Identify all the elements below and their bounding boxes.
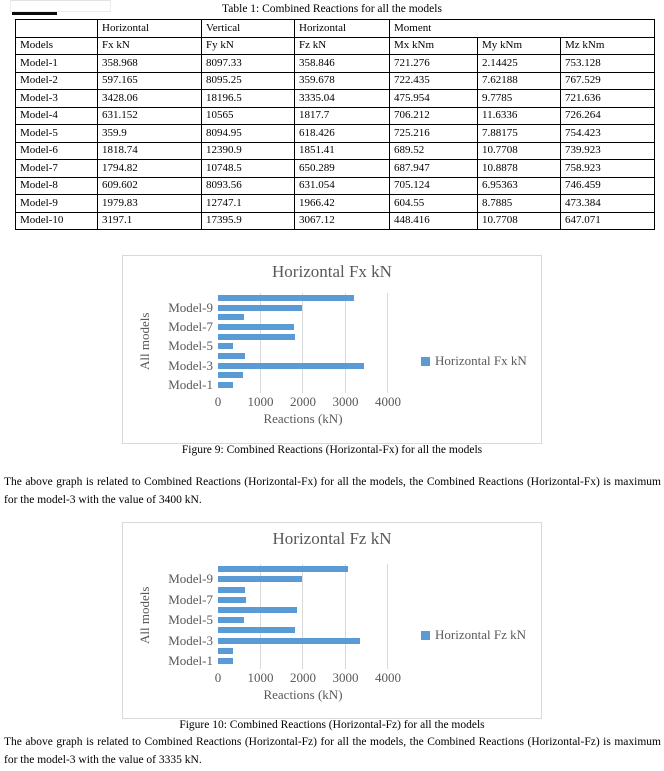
col-header-my: My kNm	[478, 37, 561, 55]
col-header-fy: Fy kN	[202, 37, 295, 55]
value-cell: 758.923	[561, 160, 655, 178]
bar-model-8	[218, 587, 245, 593]
bar-model-2	[218, 372, 243, 378]
model-cell: Model-1	[16, 55, 98, 73]
value-cell: 2.14425	[478, 55, 561, 73]
legend-swatch-icon	[421, 357, 430, 366]
bar-model-2	[218, 648, 233, 654]
value-cell: 721.636	[561, 90, 655, 108]
category-label: Model-9	[168, 571, 213, 587]
group-header-horizontal-fx: Horizontal	[98, 20, 202, 38]
value-cell: 739.923	[561, 142, 655, 160]
chart-title: Horizontal Fz kN	[272, 529, 392, 548]
value-cell: 604.55	[390, 195, 478, 213]
table-row	[16, 90, 655, 108]
value-cell: 8094.95	[202, 125, 295, 143]
model-cell: Model-5	[16, 125, 98, 143]
col-header-fx: Fx kN	[98, 37, 202, 55]
value-cell: 754.423	[561, 125, 655, 143]
x-tick-label: 3000	[332, 670, 359, 685]
paragraph-fz: The above graph is related to Combined Reactions (Horizontal-Fz) for all the models, the Combined Reactions (Horizontal-Fz) is maximum for the model-3 with the value of 3335 kN.	[4, 736, 661, 766]
figure-9-caption: Figure 9: Combined Reactions (Horizontal-Fx) for all the models	[181, 444, 483, 456]
value-cell: 12390.9	[202, 142, 295, 160]
x-tick-label: 4000	[375, 670, 401, 685]
col-header-fz: Fz kN	[295, 37, 390, 55]
legend	[421, 627, 526, 643]
x-tick-label: 0	[214, 394, 222, 409]
category-label: Model-7	[168, 318, 213, 334]
value-cell: 609.602	[98, 177, 202, 195]
bar-model-8	[218, 314, 244, 320]
bar-model-4	[218, 353, 245, 359]
value-cell: 8.7885	[478, 195, 561, 213]
bar-model-5	[218, 343, 233, 349]
col-header-mx: Mx kNm	[390, 37, 478, 55]
value-cell: 3335.04	[295, 90, 390, 108]
value-cell: 753.128	[561, 55, 655, 73]
table-row	[16, 177, 655, 195]
bar-model-9	[218, 305, 302, 311]
table-row	[16, 195, 655, 213]
value-cell: 1818.74	[98, 142, 202, 160]
bar-model-10	[218, 566, 348, 572]
gridline	[302, 564, 303, 669]
value-cell: 6.95363	[478, 177, 561, 195]
value-cell: 1851.41	[295, 142, 390, 160]
bar-model-3	[218, 363, 364, 369]
bar-model-1	[218, 658, 233, 664]
value-cell: 689.52	[390, 142, 478, 160]
table-row	[16, 142, 655, 160]
value-cell: 597.165	[98, 72, 202, 90]
x-tick-label: 0	[214, 670, 222, 685]
table-row	[16, 107, 655, 125]
value-cell: 1817.7	[295, 107, 390, 125]
reactions-table	[15, 19, 655, 230]
value-cell: 10.8878	[478, 160, 561, 178]
category-label: Model-1	[168, 377, 213, 393]
group-header-moment: Moment	[390, 20, 655, 38]
model-cell: Model-3	[16, 90, 98, 108]
value-cell: 3428.06	[98, 90, 202, 108]
value-cell: 647.071	[561, 212, 655, 230]
x-tick-label: 2000	[290, 670, 316, 685]
x-tick-label: 3000	[332, 394, 359, 409]
bar-model-9	[218, 576, 302, 582]
table-row	[16, 55, 655, 73]
value-cell: 7.62188	[478, 72, 561, 90]
value-cell: 358.968	[98, 55, 202, 73]
table-row	[16, 125, 655, 143]
value-cell: 9.7785	[478, 90, 561, 108]
value-cell: 11.6336	[478, 107, 561, 125]
category-label: Model-1	[168, 652, 213, 668]
value-cell: 726.264	[561, 107, 655, 125]
x-ticks	[214, 394, 401, 410]
category-label: Model-3	[168, 357, 213, 373]
table-row	[16, 212, 655, 230]
value-cell: 473.384	[561, 195, 655, 213]
value-cell: 1979.83	[98, 195, 202, 213]
legend-swatch-icon	[421, 631, 430, 640]
table-row	[16, 160, 655, 178]
legend	[421, 353, 527, 369]
chart-title: Horizontal Fx kN	[272, 262, 392, 281]
value-cell: 722.435	[390, 72, 478, 90]
value-cell: 10748.5	[202, 160, 295, 178]
value-cell: 705.124	[390, 177, 478, 195]
figure-10-chart	[122, 522, 542, 719]
value-cell: 746.459	[561, 177, 655, 195]
gridline	[302, 293, 303, 393]
plot-area	[218, 564, 388, 666]
value-cell: 7.88175	[478, 125, 561, 143]
model-cell: Model-9	[16, 195, 98, 213]
figure-9-chart	[122, 255, 542, 444]
group-header-vertical: Vertical	[202, 20, 295, 38]
table-body	[16, 55, 655, 230]
bar-model-7	[218, 324, 294, 330]
bar-model-6	[218, 607, 297, 613]
bar-model-4	[218, 627, 295, 633]
bar-model-10	[218, 295, 354, 301]
bar-model-7	[218, 597, 246, 603]
category-label: Model-5	[168, 612, 213, 628]
bar-model-3	[218, 638, 360, 644]
value-cell: 1794.82	[98, 160, 202, 178]
value-cell: 650.289	[295, 160, 390, 178]
gridline	[345, 293, 346, 393]
category-label: Model-7	[168, 591, 213, 607]
value-cell: 631.054	[295, 177, 390, 195]
bar-model-1	[218, 382, 233, 388]
model-cell: Model-6	[16, 142, 98, 160]
group-header-blank	[16, 20, 98, 38]
value-cell: 1966.42	[295, 195, 390, 213]
x-axis-title: Reactions (kN)	[263, 411, 343, 426]
value-cell: 725.216	[390, 125, 478, 143]
model-cell: Model-7	[16, 160, 98, 178]
bar-model-5	[218, 617, 244, 623]
gridline	[387, 564, 388, 669]
value-cell: 721.276	[390, 55, 478, 73]
figure-10-caption: Figure 10: Combined Reactions (Horizontal-Fz) for all the models	[179, 719, 485, 731]
x-tick-label: 2000	[290, 394, 316, 409]
value-cell: 706.212	[390, 107, 478, 125]
y-axis-title: All models	[137, 586, 152, 644]
value-cell: 358.846	[295, 55, 390, 73]
table-column-header-row	[16, 37, 655, 55]
legend-label: Horizontal Fz kN	[435, 627, 526, 643]
value-cell: 3067.12	[295, 212, 390, 230]
model-cell: Model-2	[16, 72, 98, 90]
group-header-horizontal-fz: Horizontal	[295, 20, 390, 38]
table-title: Table 1: Combined Reactions for all the models	[222, 3, 442, 15]
value-cell: 359.9	[98, 125, 202, 143]
table-row	[16, 72, 655, 90]
legend-label: Horizontal Fx kN	[435, 353, 527, 369]
value-cell: 618.426	[295, 125, 390, 143]
value-cell: 631.152	[98, 107, 202, 125]
plot-area	[218, 293, 388, 390]
y-axis-title: All models	[137, 312, 152, 371]
table-group-header-row	[16, 20, 655, 38]
category-label: Model-9	[168, 299, 213, 315]
value-cell: 8097.33	[202, 55, 295, 73]
model-cell: Model-8	[16, 177, 98, 195]
paragraph-fx: The above graph is related to Combined Reactions (Horizontal-Fx) for all the models, the Combined Reactions (Horizontal-Fx) is maximum for the model-3 with the value of 3400 kN.	[4, 476, 661, 506]
value-cell: 12747.1	[202, 195, 295, 213]
model-cell: Model-4	[16, 107, 98, 125]
category-label: Model-3	[168, 632, 213, 648]
value-cell: 17395.9	[202, 212, 295, 230]
col-header-models: Models	[16, 37, 98, 55]
x-axis-title: Reactions (kN)	[263, 687, 343, 702]
value-cell: 687.947	[390, 160, 478, 178]
value-cell: 767.529	[561, 72, 655, 90]
value-cell: 10.7708	[478, 142, 561, 160]
x-tick-label: 1000	[247, 394, 274, 409]
value-cell: 8095.25	[202, 72, 295, 90]
value-cell: 10565	[202, 107, 295, 125]
x-tick-label: 4000	[375, 394, 401, 409]
value-cell: 3197.1	[98, 212, 202, 230]
value-cell: 18196.5	[202, 90, 295, 108]
gridline	[387, 293, 388, 393]
value-cell: 8093.56	[202, 177, 295, 195]
category-label: Model-5	[168, 338, 213, 354]
value-cell: 475.954	[390, 90, 478, 108]
value-cell: 10.7708	[478, 212, 561, 230]
col-header-mz: Mz kNm	[561, 37, 655, 55]
x-tick-label: 1000	[247, 670, 274, 685]
value-cell: 448.416	[390, 212, 478, 230]
bar-model-6	[218, 334, 295, 340]
model-cell: Model-10	[16, 212, 98, 230]
gridline	[345, 564, 346, 669]
value-cell: 359.678	[295, 72, 390, 90]
x-ticks	[214, 670, 401, 686]
